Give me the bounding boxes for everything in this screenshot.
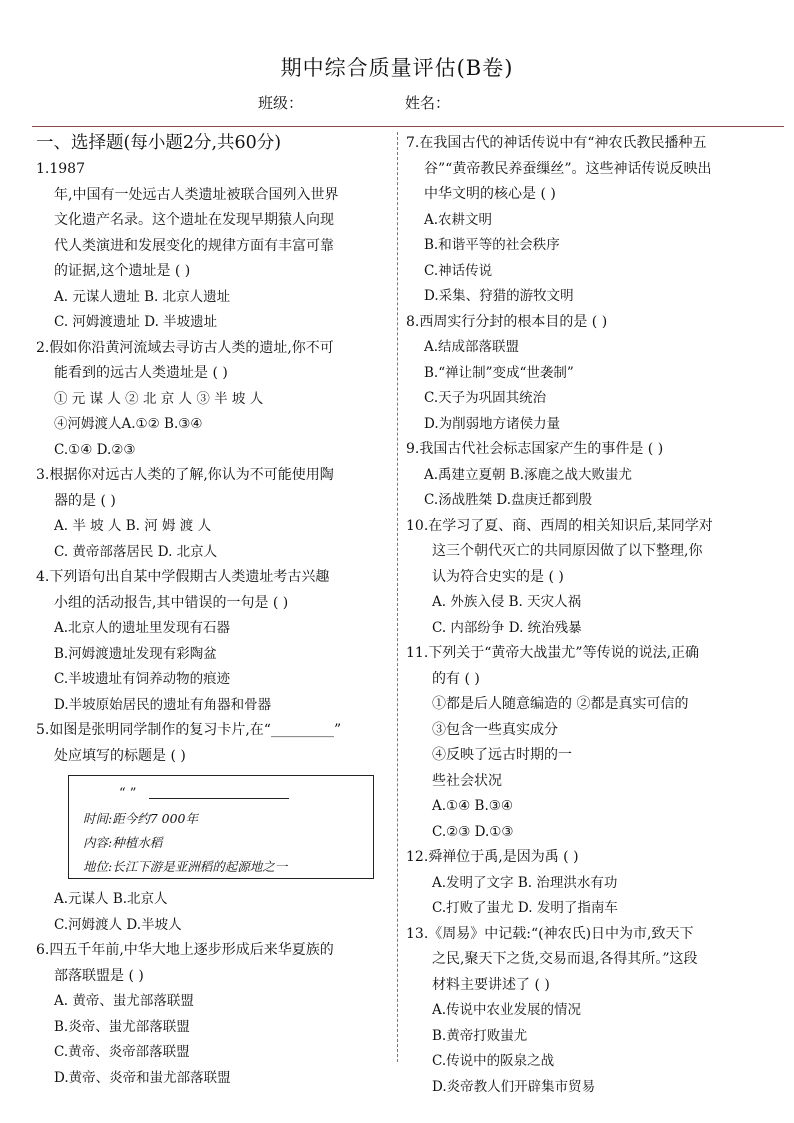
q4-line: 4.下列语句出自某中学假期古人类遗址考古兴趣 bbox=[36, 569, 330, 585]
q8-options: C.天子为巩固其统治 bbox=[424, 390, 547, 406]
q9-options: C.汤战胜桀 D.盘庚迁都到殷 bbox=[424, 492, 593, 508]
header-rule bbox=[32, 126, 784, 127]
q5-line: 处应填写的标题是 ( ) bbox=[54, 747, 186, 764]
q7-line: 谷”“黄帝教民养蚕缫丝”。这些神话传说反映出 bbox=[424, 160, 712, 177]
q4-options: C.半坡遗址有饲养动物的痕迹 bbox=[54, 671, 231, 687]
q7-options: A.农耕文明 bbox=[424, 211, 493, 228]
q3-line: 3.根据你对远古人类的了解,你认为不可能使用陶 bbox=[36, 467, 334, 483]
q4-line: 小组的活动报告,其中错误的一句是 ( ) bbox=[54, 594, 289, 611]
left-questions-2 bbox=[36, 887, 391, 1091]
q11-options: C.②③ D.①③ bbox=[432, 823, 514, 840]
q6-options: A. 黄帝、蚩尤部落联盟 bbox=[54, 993, 194, 1009]
q13-line: 13.《周易》中记载:“(神农氏)日中为市,致天下 bbox=[406, 925, 694, 942]
q13-options: B.黄帝打败蚩尤 bbox=[432, 1027, 528, 1044]
q7-line: 7.在我国古代的神话传说中有“神农氏教民播种五 bbox=[406, 135, 707, 151]
q6-line: 部落联盟是 ( ) bbox=[54, 967, 144, 984]
review-card bbox=[68, 775, 374, 879]
q10-line: 10.在学习了夏、商、西周的相关知识后,某同学对 bbox=[406, 517, 713, 534]
q11-statement: ③包含一些真实成分 bbox=[432, 721, 558, 738]
q8-options: D.为削弱地方诸侯力量 bbox=[424, 415, 561, 432]
q7-line: 中华文明的核心是 ( ) bbox=[424, 186, 556, 202]
q11-options: A.①④ B.③④ bbox=[432, 798, 513, 814]
q6-line: 6.四五千年前,中华大地上逐步形成后来华夏族的 bbox=[36, 942, 334, 958]
card-content: 内容:种植水稻 bbox=[83, 835, 163, 850]
q7-options: C.神话传说 bbox=[424, 262, 493, 279]
q2-options: ④河姆渡人A.①② B.③④ bbox=[54, 416, 203, 432]
q1-line: 代人类演进和发展变化的规律方面有丰富可靠 bbox=[54, 237, 334, 254]
q13-line: 之民,聚天下之货,交易而退,各得其所。”这段 bbox=[432, 951, 698, 967]
q13-options: A.传说中农业发展的情况 bbox=[432, 1002, 582, 1018]
q10-line: 这三个朝代灭亡的共同原因做了以下整理,你 bbox=[432, 543, 703, 559]
card-status: 地位:长江下游是亚洲稻的起源地之一 bbox=[83, 859, 288, 874]
q2-line: 能看到的远古人类遗址是 ( ) bbox=[54, 365, 228, 381]
left-column bbox=[36, 131, 391, 157]
class-label: 班级： bbox=[258, 94, 304, 112]
q11-line: 的有 ( ) bbox=[432, 670, 480, 687]
q7-options: B.和谐平等的社会秩序 bbox=[424, 237, 560, 253]
q2-line: 2.假如你沿黄河流域去寻访古人类的遗址,你不可 bbox=[36, 339, 334, 356]
q7-options: D.采集、狩猎的游牧文明 bbox=[424, 288, 574, 304]
card-time: 时间:距今约7 000年 bbox=[83, 811, 198, 826]
q9-options: A.禹建立夏朝 B.涿鹿之战大败蚩尤 bbox=[424, 466, 633, 483]
q10-options: A. 外族入侵 B. 天灾人祸 bbox=[432, 594, 582, 610]
q5-line: 5.如图是张明同学制作的复习卡片,在“_________” bbox=[36, 722, 342, 738]
q6-options: B.炎帝、蚩尤部落联盟 bbox=[54, 1018, 190, 1035]
q1-options: C. 河姆渡遗址 D. 半坡遗址 bbox=[54, 314, 218, 330]
q5-options: C.河姆渡人 D.半坡人 bbox=[54, 916, 182, 933]
q10-line: 认为符合史实的是 ( ) bbox=[432, 568, 564, 585]
q8-options: A.结成部落联盟 bbox=[424, 339, 520, 355]
q6-options: D.黄帝、炎帝和蚩尤部落联盟 bbox=[54, 1069, 231, 1086]
q4-options: A.北京人的遗址里发现有石器 bbox=[54, 620, 231, 636]
q2-options: ① 元 谋 人 ② 北 京 人 ③ 半 坡 人 bbox=[54, 390, 264, 407]
q11-line: 11.下列关于“黄帝大战蚩尤”等传说的说法,正确 bbox=[406, 645, 700, 661]
q12-options: C.打败了蚩尤 D. 发明了指南车 bbox=[432, 900, 618, 916]
q3-options: A. 半 坡 人 B. 河 姆 渡 人 bbox=[54, 518, 212, 534]
q3-line: 器的是 ( ) bbox=[54, 492, 116, 509]
q2-options: C.①④ D.②③ bbox=[54, 441, 136, 458]
column-divider bbox=[397, 132, 398, 1062]
q13-line: 材料主要讲述了 ( ) bbox=[432, 976, 550, 993]
q8-options: B.“禅让制”变成“世袭制” bbox=[424, 364, 574, 381]
q9-line: 9.我国古代社会标志国家产生的事件是 ( ) bbox=[406, 441, 664, 457]
q1-line: 的证据,这个遗址是 ( ) bbox=[54, 263, 191, 279]
q8-line: 8.西周实行分封的根本目的是 ( ) bbox=[406, 313, 608, 330]
q5-options: A.元谋人 B.北京人 bbox=[54, 891, 168, 907]
q12-line: 12.舜禅位于禹,是因为禹 ( ) bbox=[406, 849, 579, 865]
q1-options: A. 元谋人遗址 B. 北京人遗址 bbox=[54, 288, 231, 305]
q12-options: A.发明了文字 B. 治理洪水有功 bbox=[432, 874, 618, 891]
q4-options: D.半坡原始居民的遗址有角器和骨器 bbox=[54, 696, 272, 713]
section-heading: 一、选择题(每小题2分,共60分) bbox=[36, 133, 282, 153]
q1-line: 1.1987 bbox=[36, 161, 85, 177]
left-questions-1 bbox=[36, 157, 391, 769]
q13-options: C.传说中的阪泉之战 bbox=[432, 1053, 555, 1069]
q11-statement: ①都是后人随意编造的 ②都是真实可信的 bbox=[432, 696, 689, 712]
q4-options: B.河姆渡遗址发现有彩陶盆 bbox=[54, 645, 217, 662]
q10-options: C. 内部纷争 D. 统治残暴 bbox=[432, 619, 582, 636]
card-blank-title: “ ” bbox=[119, 786, 137, 801]
name-label: 姓名： bbox=[405, 94, 451, 112]
q1-line: 年,中国有一处远古人类遗址被联合国列入世界 bbox=[54, 186, 339, 203]
q6-options: C.黄帝、炎帝部落联盟 bbox=[54, 1044, 190, 1060]
q1-line: 文化遗产名录。这个遗址在发现早期猿人向现 bbox=[54, 212, 334, 228]
exam-title: 期中综合质量评估(B卷) bbox=[280, 56, 514, 80]
q3-options: C. 黄帝部落居民 D. 北京人 bbox=[54, 543, 218, 560]
q13-options: D.炎帝教人们开辟集市贸易 bbox=[432, 1078, 596, 1095]
q11-statement: ④反映了远古时期的一 bbox=[432, 747, 572, 763]
card-blank-line bbox=[149, 798, 289, 799]
right-column bbox=[406, 131, 786, 1100]
q11-statement: 些社会状况 bbox=[432, 772, 502, 789]
